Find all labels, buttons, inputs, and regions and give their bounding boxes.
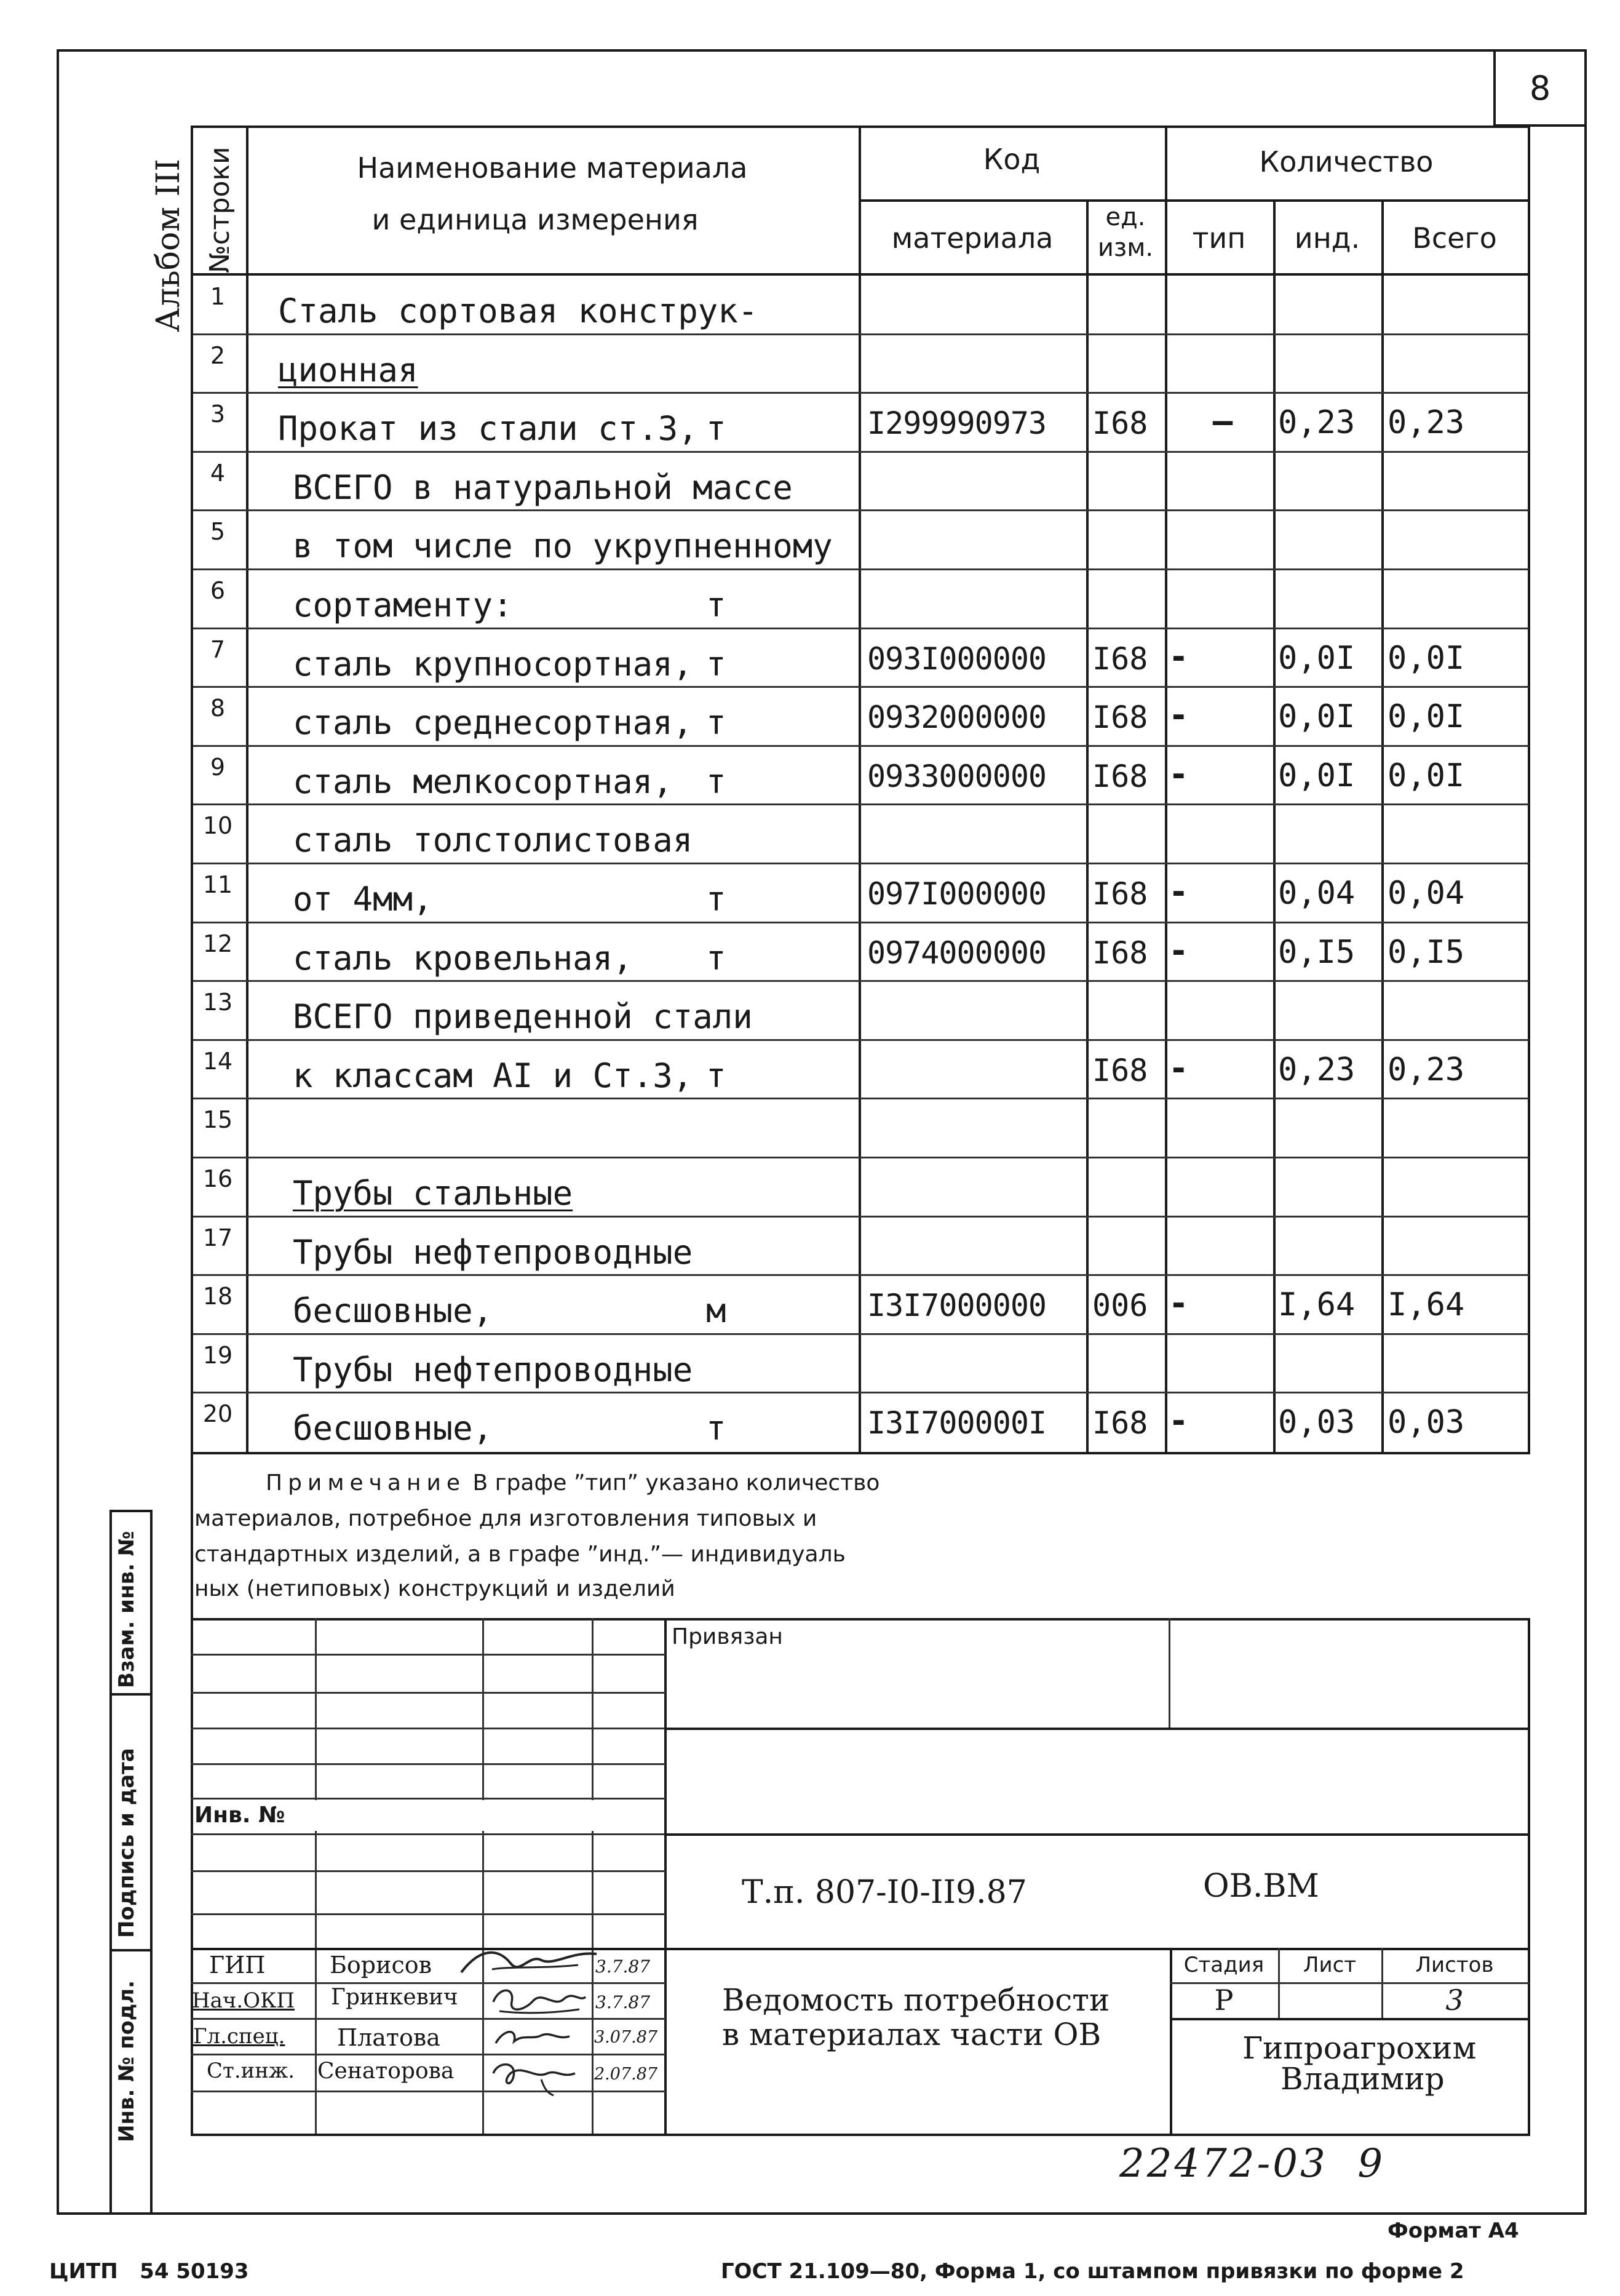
unit-code: I68 [1092, 641, 1148, 677]
unit-header-line2: изм. [1097, 234, 1154, 262]
row-number: 6 [210, 577, 226, 604]
stamp-row-line [191, 1692, 665, 1694]
row-number: 19 [202, 1342, 233, 1369]
person-name: Борисов [330, 1951, 432, 1979]
qty-ind: 0,0I [1278, 698, 1356, 735]
qty-ind: 0,0I [1278, 640, 1356, 677]
table-row-line [193, 980, 1529, 982]
note-line1 [266, 1470, 879, 1496]
qty-type: - [1169, 696, 1189, 735]
table-row-line [193, 922, 1529, 923]
sheet-label: Лист [1303, 1953, 1357, 1977]
unit-word: т [706, 762, 726, 801]
side-strip-right [150, 1510, 153, 2215]
note-line2: материалов, потребное для изготовления типовых и [194, 1506, 817, 1531]
privyazan-label: Привязан [672, 1624, 783, 1649]
header-mid-line [859, 199, 1529, 202]
side-strip-left [109, 1510, 112, 2215]
material-name: сталь мелкосортная, [293, 762, 673, 801]
org-line2: Владимир [1281, 2061, 1445, 2097]
qty-total: 0,23 [1388, 1051, 1465, 1088]
col-sep-ind [1381, 199, 1384, 1453]
row-number: 13 [202, 989, 233, 1016]
stamp-row-line [191, 1654, 665, 1656]
qty-total: 0,0I [1388, 757, 1465, 794]
table-row-line [193, 803, 1529, 805]
row-number: 3 [210, 401, 226, 428]
row-number: 9 [210, 754, 226, 781]
table-row-line [193, 863, 1529, 864]
material-code: 0932000000 [867, 700, 1047, 735]
material-name: сталь крупносортная, [293, 645, 693, 684]
row-number: 14 [202, 1048, 233, 1075]
side-strip-sep1 [109, 1693, 151, 1696]
row-number: 5 [210, 518, 226, 545]
table-row-line [193, 451, 1529, 453]
note-title: Примечание [266, 1470, 466, 1496]
stamp-col-name [482, 1618, 484, 2134]
unit-word: т [706, 1056, 726, 1095]
table-row-line [193, 509, 1529, 511]
quantity-header: Количество [1259, 145, 1434, 178]
stamp-row-line [191, 1833, 665, 1835]
col-sep-code [1086, 199, 1089, 1453]
signature-grinkevich [487, 1983, 592, 2019]
material-code: 0933000000 [867, 759, 1047, 794]
qty-ind: 0,I5 [1278, 934, 1356, 971]
code-material-header: материала [891, 221, 1054, 255]
row-number-header: №строки [204, 146, 236, 273]
material-code: 097I000000 [867, 876, 1047, 912]
signature-senatorova [486, 2055, 590, 2098]
qty-total: 0,03 [1388, 1404, 1465, 1441]
table-row-line [193, 1098, 1529, 1099]
album-label: Альбом III [150, 159, 187, 332]
qty-total: 0,I5 [1388, 934, 1465, 971]
material-name: Трубы нефтепроводные [293, 1350, 693, 1389]
code-header: Код [983, 143, 1041, 176]
unit-code: I68 [1092, 759, 1148, 794]
stamp-col-date [664, 1618, 667, 2134]
unit-code: I68 [1092, 876, 1148, 912]
table-row-line [193, 1157, 1529, 1158]
unit-word: т [706, 409, 726, 448]
material-name: к классам АI и Ст.3, [293, 1056, 693, 1095]
stamp-bottom-border [191, 2134, 1530, 2136]
org-line1: Гипроагрохим [1242, 2030, 1477, 2066]
unit-code: I68 [1092, 1405, 1148, 1441]
qty-ind: 0,03 [1278, 1404, 1356, 1441]
stage-value-line [1170, 2018, 1529, 2020]
table-row-line [193, 628, 1529, 629]
material-name: от 4мм, [293, 880, 433, 919]
stamp-right-border [1528, 1618, 1530, 2136]
row-number: 10 [202, 812, 233, 839]
person-role: Гл.спец. [193, 2024, 285, 2049]
row-number: 7 [210, 636, 226, 663]
material-name: бесшовные, [293, 1409, 493, 1448]
stamp-top-border [191, 1618, 1530, 1620]
qty-total: I,64 [1388, 1286, 1465, 1323]
qty-type: - [1169, 872, 1189, 911]
format-label: Формат А4 [1388, 2218, 1519, 2243]
material-code: I299990973 [867, 405, 1047, 441]
qty-type: - [1169, 637, 1189, 676]
qty-ind: I,64 [1278, 1286, 1356, 1323]
material-name: ВСЕГО в натуральной массе [293, 468, 793, 507]
privyazan-bottom [664, 1728, 1530, 1730]
doc-code-bottom [664, 1948, 1530, 1950]
material-name: в том числе по укрупненному [293, 527, 833, 565]
doc-code: Т.п. 807-I0-II9.87 [742, 1874, 1027, 1911]
inv-no-label: Инв. № [194, 1803, 285, 1828]
material-name: сталь кровельная, [293, 939, 633, 978]
qty-ind: 0,23 [1278, 404, 1356, 441]
person-date: 3.7.87 [595, 1956, 651, 1977]
inv-podl-label: Инв. № подл. [114, 1980, 139, 2142]
table-left-border [191, 126, 193, 1454]
page-number: 8 [1529, 69, 1551, 108]
unit-word: т [706, 939, 726, 978]
table-row-line [193, 1392, 1529, 1393]
doc-title-line2: в материалах части ОВ [722, 2017, 1102, 2052]
podpis-data-label: Подпись и дата [114, 1748, 139, 1938]
privyazan-right-sep [1169, 1618, 1170, 1728]
col-sep-rownum [246, 126, 248, 1453]
side-strip-sep2 [109, 1949, 151, 1951]
unit-code: I68 [1092, 1053, 1148, 1088]
side-strip-top [109, 1510, 151, 1512]
stamp-row-line [191, 2054, 665, 2055]
material-name: Сталь сортовая конструк- [278, 292, 758, 330]
material-name: Трубы нефтепроводные [293, 1233, 693, 1272]
qty-ind: 0,04 [1278, 875, 1356, 912]
person-role: ГИП [209, 1951, 266, 1979]
col-sep-name [859, 126, 861, 1453]
signature-borisov [455, 1942, 603, 1985]
stamp-row-line [191, 1913, 665, 1915]
doc-title-line1: Ведомость потребности [722, 1982, 1110, 2018]
doc-mark: ОВ.ВМ [1203, 1868, 1319, 1905]
name-header-line1: Наименование материала [357, 151, 748, 185]
unit-word: т [706, 703, 726, 742]
qty-total: 0,04 [1388, 875, 1465, 912]
stamp-row-line [191, 1728, 665, 1729]
col-sep-unit [1165, 126, 1167, 1453]
stamp-row-line [191, 2018, 665, 2020]
table-row-line [193, 1274, 1529, 1276]
qty-total-header: Всего [1412, 221, 1497, 255]
unit-code: I68 [1092, 405, 1148, 441]
qty-type: - [1169, 931, 1189, 970]
person-role: Нач.ОКП [192, 1988, 295, 2013]
material-name: Прокат из стали ст.3, [278, 409, 698, 448]
stamp-col-role [315, 1618, 317, 2134]
qty-total: 0,0I [1388, 698, 1465, 735]
qty-type-header: тип [1192, 221, 1246, 255]
material-name: бесшовные, [293, 1291, 493, 1330]
handwritten-number: 22472-03 9 [1119, 2141, 1386, 2186]
person-date: 3.7.87 [595, 1992, 651, 2012]
row-number: 12 [202, 930, 233, 957]
row-number: 11 [202, 871, 233, 898]
row-number: 16 [202, 1165, 233, 1192]
unit-header-line1: ед. [1105, 203, 1146, 231]
table-right-border [1528, 126, 1530, 1454]
stamp-row-line [191, 2091, 665, 2092]
qty-ind: 0,23 [1278, 1051, 1356, 1088]
doc-code-top [664, 1833, 1530, 1836]
unit-code: I68 [1092, 700, 1148, 735]
stage-value: Р [1214, 1983, 1234, 2017]
table-row-line [193, 568, 1529, 570]
stage-label: Стадия [1183, 1953, 1265, 1977]
qty-ind-header: инд. [1294, 221, 1360, 255]
unit-word: м [706, 1291, 726, 1330]
row-number: 15 [202, 1106, 233, 1133]
note-line1-text: В графе ”тип” указано количество [472, 1470, 880, 1496]
unit-word: т [706, 586, 726, 624]
stamp-col-sign [592, 1618, 594, 2134]
table-row-line [193, 392, 1529, 394]
unit-code: I68 [1092, 935, 1148, 971]
row-number: 20 [202, 1400, 233, 1427]
table-row-line [193, 1216, 1529, 1218]
qty-type: - [1169, 1284, 1189, 1323]
signature-platova [490, 2022, 588, 2055]
note-line3: стандартных изделий, а в графе ”инд.”— индивидуаль [194, 1542, 846, 1567]
col-sep-type [1273, 199, 1276, 1453]
sheets-value: 3 [1445, 1983, 1464, 2017]
material-name: Трубы стальные [293, 1174, 573, 1213]
table-row-line [193, 333, 1529, 335]
qty-type: — [1212, 402, 1233, 440]
row-number: 18 [202, 1283, 233, 1310]
person-date: 2.07.87 [594, 2065, 658, 2084]
stamp-row-line [191, 1870, 665, 1872]
material-name: сортаменту: [293, 586, 513, 624]
person-date: 3.07.87 [594, 2028, 658, 2047]
row-number: 4 [210, 460, 226, 487]
row-number: 8 [210, 695, 226, 722]
table-row-line [193, 1039, 1529, 1041]
material-code: I3I7000000 [867, 1288, 1047, 1323]
material-code: 0974000000 [867, 935, 1047, 971]
table-row-line [193, 1333, 1529, 1335]
sheets-label: Листов [1415, 1953, 1494, 1977]
person-name: Сенаторова [317, 2059, 455, 2084]
unit-word: т [706, 1409, 726, 1448]
unit-word: т [706, 645, 726, 684]
row-number: 2 [210, 342, 226, 369]
material-code: I3I700000I [867, 1405, 1047, 1441]
unit-code: 006 [1092, 1288, 1148, 1323]
qty-type: - [1169, 755, 1189, 794]
person-role: Ст.инж. [207, 2059, 295, 2083]
name-header-line2: и единица измерения [371, 203, 699, 236]
person-name: Гринкевич [331, 1985, 458, 2010]
table-row-line [193, 686, 1529, 688]
person-name: Платова [337, 2024, 440, 2051]
qty-total: 0,0I [1388, 640, 1465, 677]
vzam-inv-label: Взам. инв. № [114, 1531, 139, 1688]
material-name: сталь среднесортная, [293, 703, 693, 742]
material-code: 093I000000 [867, 641, 1047, 677]
material-name: сталь толстолистовая [293, 821, 693, 859]
row-number: 1 [210, 283, 226, 310]
stamp-row-line [191, 1763, 665, 1765]
material-name: ВСЕГО приведенной стали [293, 997, 753, 1036]
bottom-right-gost: ГОСТ 21.109—80, Форма 1, со штампом привязки по форме 2 [721, 2259, 1464, 2284]
qty-total: 0,23 [1388, 404, 1465, 441]
qty-ind: 0,0I [1278, 757, 1356, 794]
bottom-left-code: ЦИТП 54 50193 [49, 2259, 249, 2284]
table-row-line [193, 745, 1529, 747]
qty-type: - [1169, 1401, 1189, 1440]
note-line4: ных (нетиповых) конструкций и изделий [194, 1576, 675, 1601]
qty-type: - [1169, 1049, 1189, 1088]
row-number: 17 [202, 1224, 233, 1251]
material-name: ционная [278, 351, 418, 389]
unit-word: т [706, 880, 726, 919]
stamp-row-line [191, 1798, 665, 1800]
